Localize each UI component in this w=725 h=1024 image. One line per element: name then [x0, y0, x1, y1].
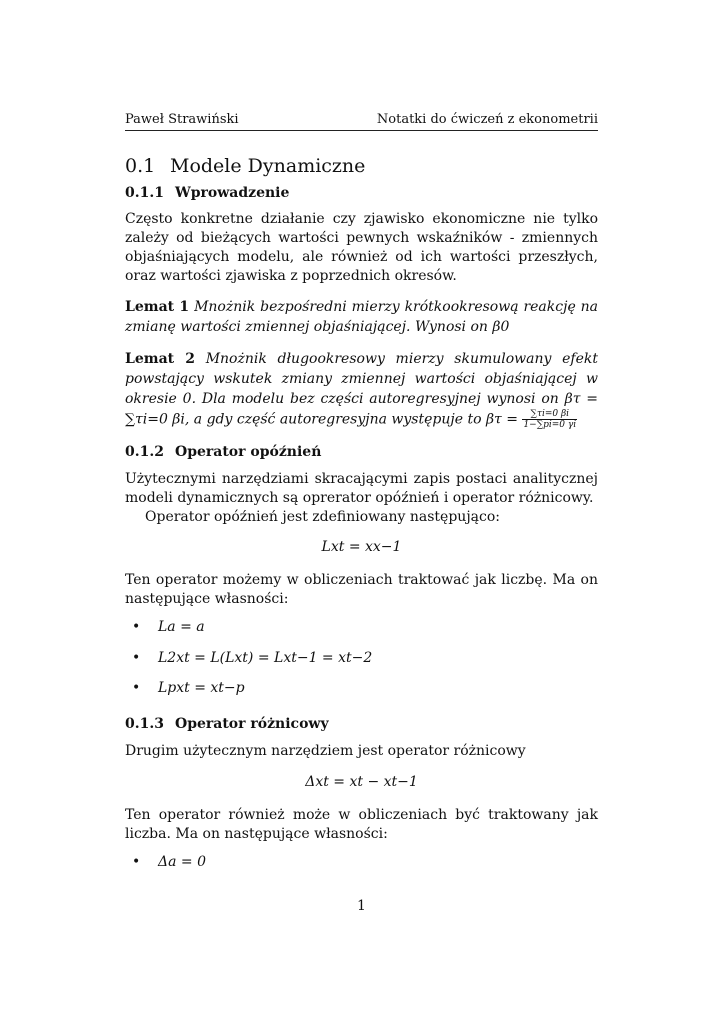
subsection-heading-3: 0.1.3 Operator różnicowy: [125, 716, 329, 732]
lemma-1-label: Lemat 1: [125, 299, 190, 315]
subsection-heading-1: 0.1.1 Wprowadzenie: [125, 185, 290, 201]
fraction-numerator: ∑τi=0 βi: [522, 409, 577, 420]
lemma-1-text: Mnożnik bezpośredni mierzy krótkookresową reakcję na zmianę wartości zmiennej objaśniającej. Wynosi on β0: [125, 299, 598, 335]
page-number: 1: [357, 898, 366, 914]
lemma-2-text: Mnożnik długookresowy mierzy skumulowany efekt powstający wskutek zmiany zmiennej wartości objaśniającej w okresie 0. Dla modelu bez części autoregresyjnej wynosi on βτ = ∑τi=0 βi, a gdy część autoregresyjna występuje to βτ =: [125, 351, 598, 428]
header-title: Notatki do ćwiczeń z ekonometrii: [376, 112, 598, 127]
diff-equation: Δxt = xt − xt−1: [305, 774, 418, 790]
lag-equation: Lxt = xx−1: [321, 539, 402, 555]
section-heading: [125, 155, 365, 177]
lag-bullet-3: • Lpxt = xt−p: [132, 680, 245, 696]
diff-bullet-1: • Δa = 0: [132, 854, 206, 870]
intro-paragraph: Często konkretne działanie czy zjawisko ekonomiczne nie tylko zależy od bieżących wartości pewnych wskaźników - zmiennych objaśniających modelu, ale również od ich wartości przeszłych, oraz wartości zjawiska z poprzednich okresów.: [125, 211, 598, 284]
header-author: Paweł Strawiński: [125, 112, 239, 127]
lag-paragraph-3: Ten operator możemy w obliczeniach traktować jak liczbę. Ma on następujące własności:: [125, 572, 598, 607]
section-number: 0.1: [125, 155, 156, 177]
diff-paragraph-2: Ten operator również może w obliczeniach być traktowany jak liczba. Ma on następujące własności:: [125, 807, 598, 842]
lemma-2-label: Lemat 2: [125, 351, 195, 367]
diff-paragraph-1: Drugim użytecznym narzędziem jest operator różnicowy: [125, 743, 526, 759]
lag-paragraph-2: Operator opóźnień jest zdefiniowany następująco:: [145, 509, 500, 525]
lemma-2-fraction: [522, 409, 577, 430]
lag-bullet-2: • L2xt = L(Lxt) = Lxt−1 = xt−2: [132, 650, 373, 666]
fraction-denominator: 1−∑pi=0 γi: [523, 420, 577, 430]
header-rule: [125, 130, 598, 131]
subsection-heading-2: 0.1.2 Operator opóźnień: [125, 444, 322, 460]
running-header: [125, 112, 598, 127]
lag-paragraph-1: Użytecznymi narzędziami skracającymi zapis postaci analitycznej modeli dynamicznych są oprerator opóźnień i operator różnicowy.: [125, 471, 598, 506]
lemma-1: [125, 297, 598, 337]
lemma-2: [125, 349, 598, 430]
section-title: Modele Dynamiczne: [170, 155, 366, 177]
lag-bullet-1: • La = a: [132, 619, 205, 635]
